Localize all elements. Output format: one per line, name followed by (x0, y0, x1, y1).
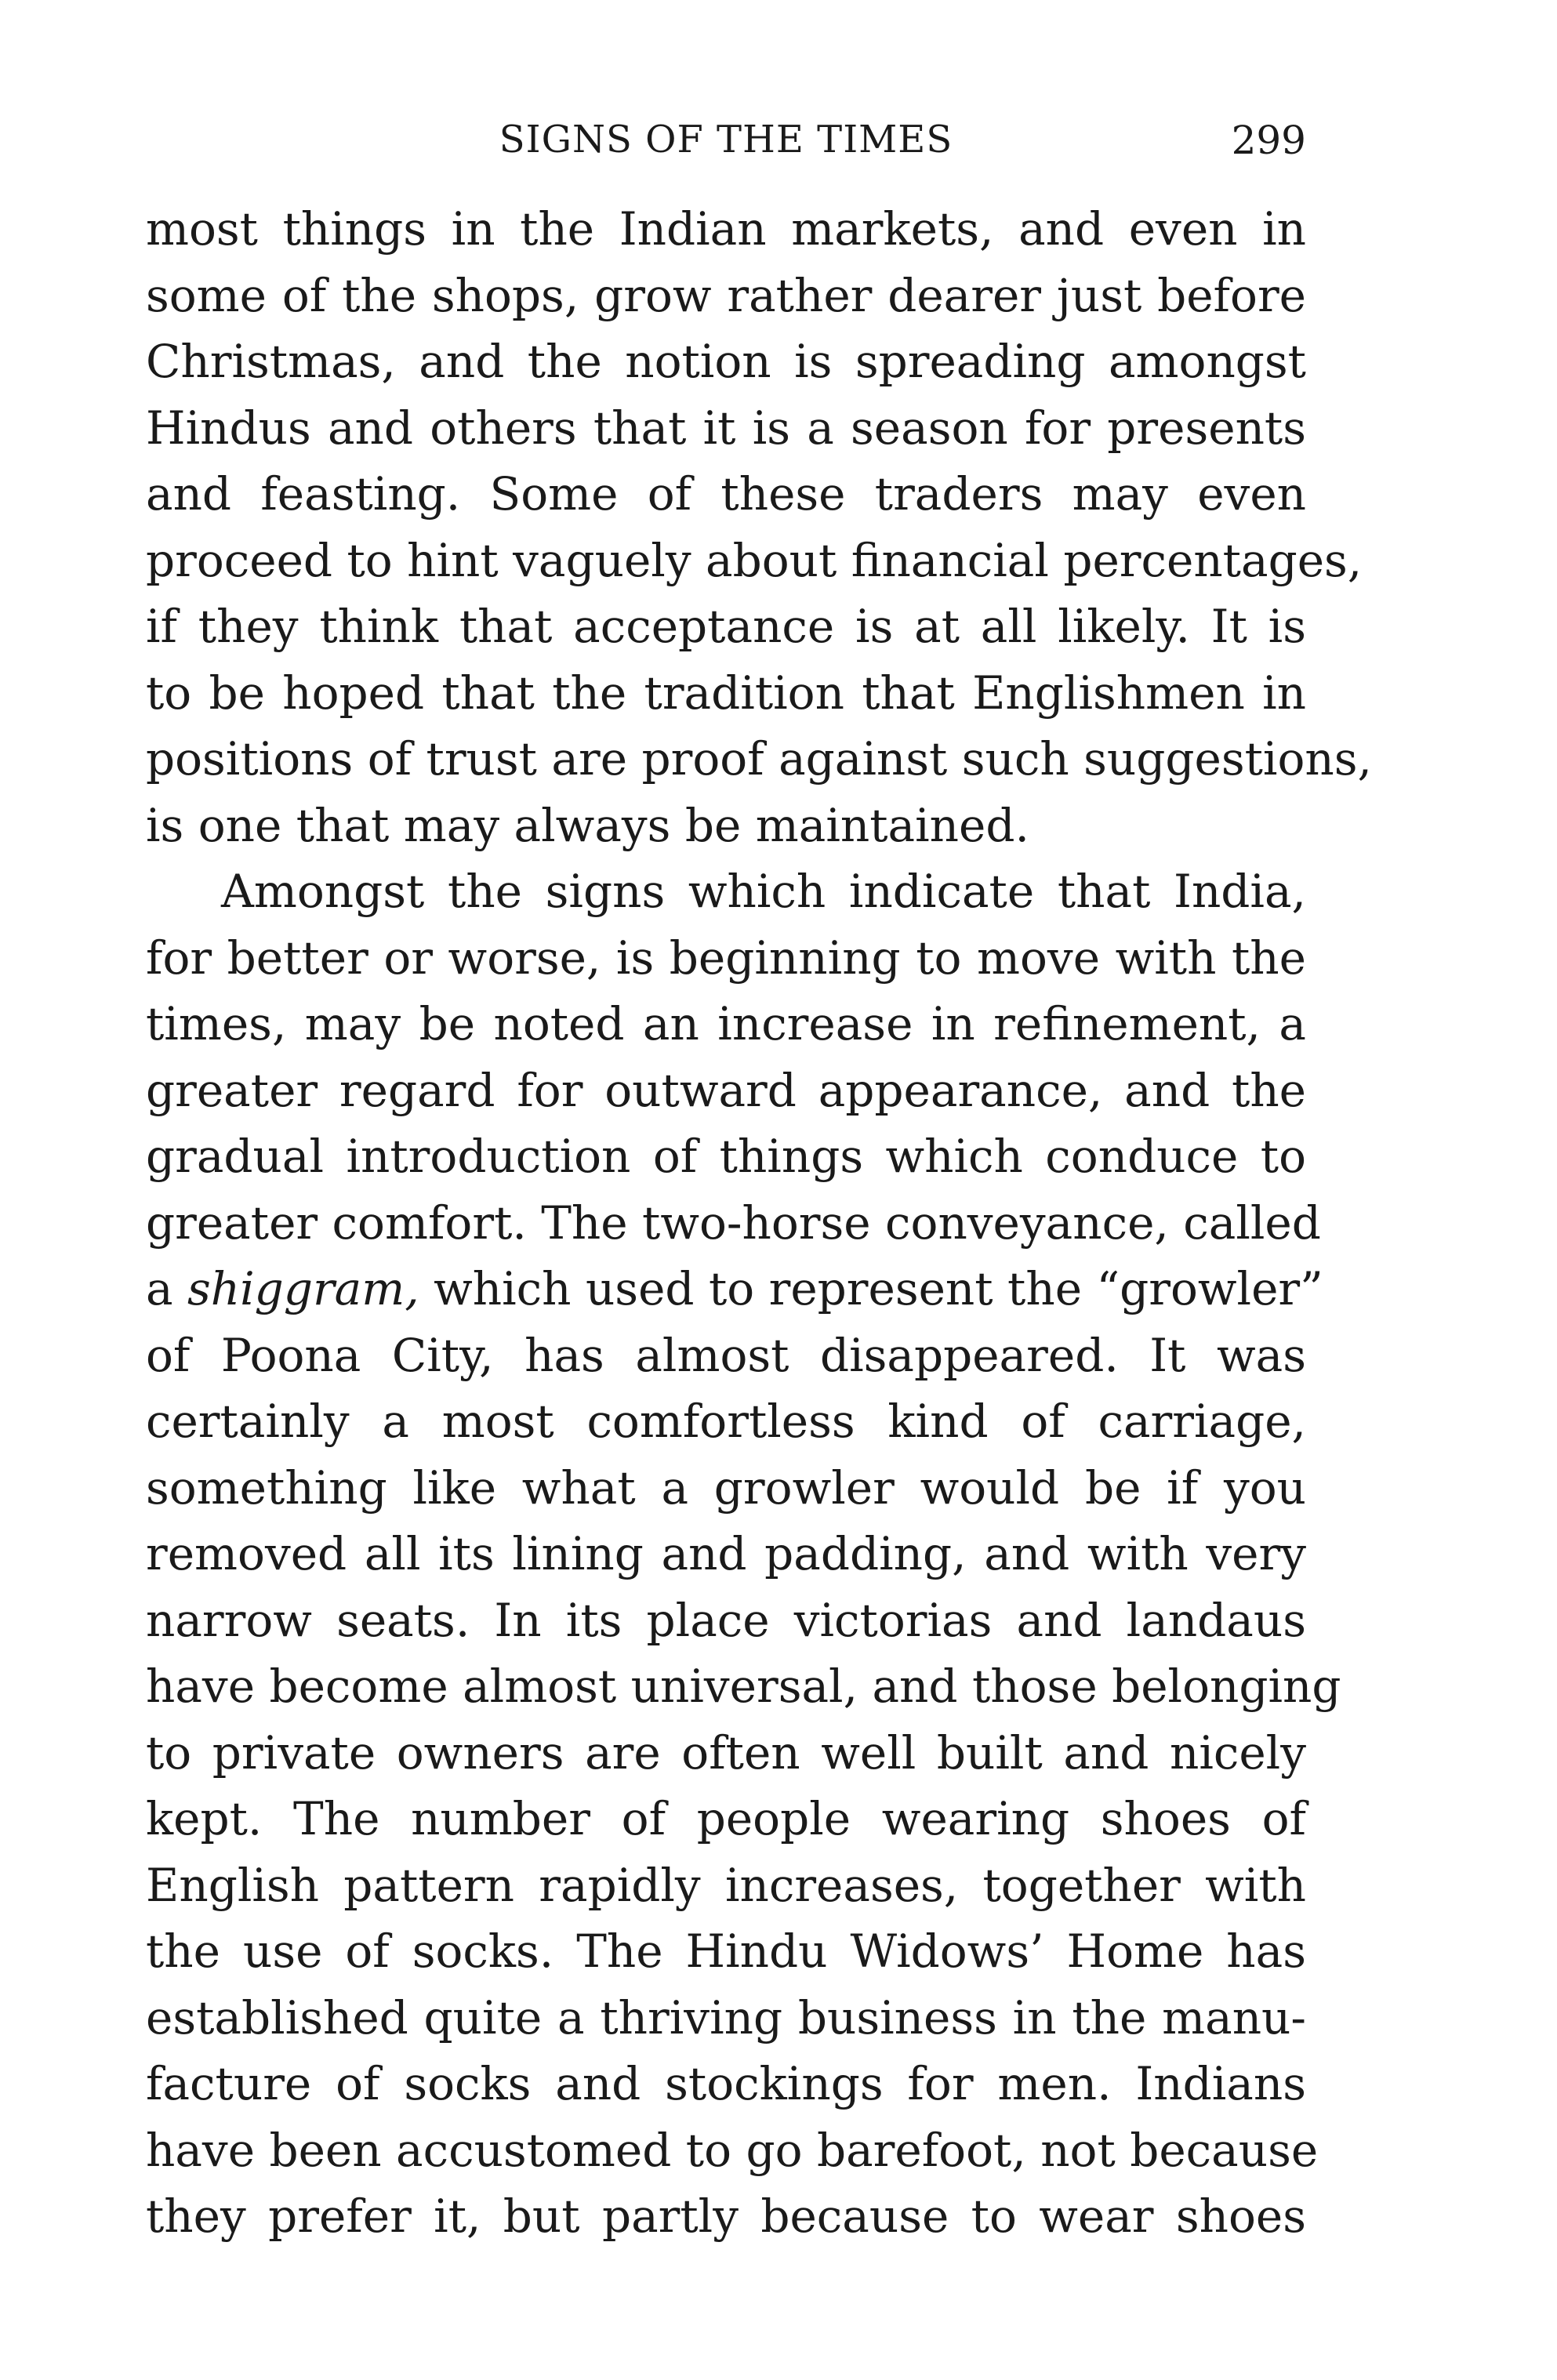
text-line: for better or worse, is beginning to move with the (146, 931, 1306, 985)
text-line: positions of trust are proof against such suggestions, (146, 732, 1372, 785)
text-line: have been accustomed to go barefoot, not because (146, 2123, 1319, 2177)
text-line: English pattern rapidly increases, together with (146, 1858, 1306, 1912)
paragraph-2 (146, 858, 1341, 2250)
text-line: proceed to hint vaguely about financial percentages, (146, 533, 1363, 587)
text-line: they prefer it, but partly because to wear shoes (146, 2190, 1306, 2243)
text-line: and feasting. Some of these traders may even (146, 467, 1306, 521)
text-line: established quite a thriving business in the manu- (146, 1990, 1306, 2044)
text-line: something like what a growler would be if you (146, 1460, 1306, 1515)
text-line: most things in the Indian markets, and even in (146, 202, 1306, 256)
text-line: facture of socks and stockings for men. Indians (146, 2057, 1306, 2110)
text-line: narrow seats. In its place victorias and landaus (146, 1593, 1306, 1647)
text-line: Christmas, and the notion is spreading amongst (146, 335, 1306, 388)
text-line: greater comfort. The two-horse conveyance, called (146, 1195, 1321, 1250)
text-line: have become almost universal, and those belonging (146, 1660, 1341, 1713)
running-head: SIGNS OF THE TIMES (499, 118, 953, 161)
text-line: the use of socks. The Hindu Widows’ Home has (146, 1925, 1306, 1978)
text-line: times, may be noted an increase in refinement, a (146, 997, 1306, 1050)
text-line: to private owners are often well built and nicely (146, 1725, 1306, 1780)
text-line: certainly a most comfortless kind of carriage, (146, 1395, 1306, 1448)
text-line: removed all its lining and padding, and with very (146, 1527, 1306, 1580)
italic-term: shiggram, (187, 1262, 419, 1315)
text-line: is one that may always be maintained. (146, 798, 1029, 852)
text-line-with-italic (146, 1256, 1323, 1322)
text-line: kept. The number of people wearing shoes of (146, 1792, 1306, 1845)
text-line: if they think that acceptance is at all likely. It is (146, 600, 1306, 653)
text-line: some of the shops, grow rather dearer just before (146, 268, 1306, 322)
body-text (146, 196, 1372, 2250)
text-line: Hindus and others that it is a season for presents (146, 401, 1306, 455)
page-number: 299 (1231, 118, 1306, 163)
page-header (146, 118, 1306, 172)
paragraph-1 (146, 196, 1372, 858)
text-line: Amongst the signs which indicate that India, (221, 865, 1306, 918)
text-line: of Poona City, has almost disappeared. It was (146, 1328, 1306, 1382)
text-line: gradual introduction of things which conduce to (146, 1130, 1306, 1183)
text-line: to be hoped that the tradition that Englishmen in (146, 666, 1306, 720)
text-span: which used to represent the “growler” (419, 1262, 1323, 1315)
text-span: a (146, 1262, 188, 1315)
text-line: greater regard for outward appearance, and the (146, 1063, 1306, 1117)
